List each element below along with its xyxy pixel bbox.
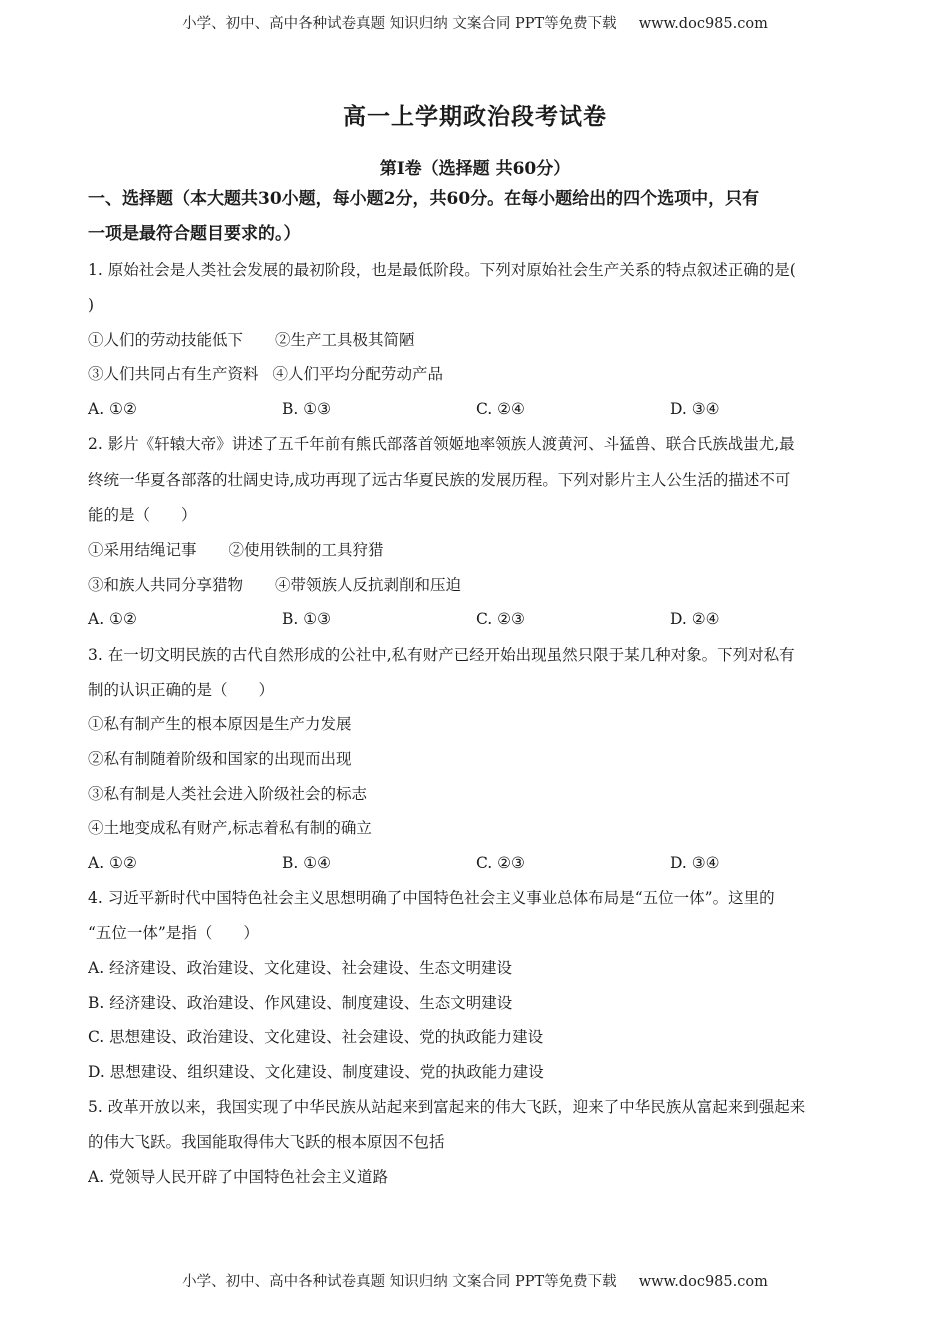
option-b[interactable]: B. ①③ xyxy=(282,610,332,629)
question-5-stem: 5. 改革开放以来，我国实现了中华民族从站起来到富起来的伟大飞跃，迎来了中华民族从富起来到强起来 xyxy=(88,1098,806,1117)
statement: ②使用铁制的工具狩猎 xyxy=(228,540,384,559)
option-b[interactable]: B. ①④ xyxy=(282,853,332,872)
section-heading-cont: 一项是最符合题目要求的。） xyxy=(88,224,301,244)
question-3-stem-cont: 制的认识正确的是（ ） xyxy=(88,680,275,699)
question-2-stem: 2. 影片《轩辕大帝》讲述了五千年前有熊氏部落首领姬地率领族人渡黄河、斗猛兽、联合氏族战蚩尤,最 xyxy=(88,435,795,454)
statement: ①私有制产生的根本原因是生产力发展 xyxy=(88,715,352,734)
question-1-options xyxy=(88,392,863,427)
question-2-statements-a xyxy=(88,533,863,568)
option-d[interactable]: D. 思想建设、组织建设、文化建设、制度建设、党的执政能力建设 xyxy=(88,1062,544,1081)
exam-subtitle: 第Ⅰ卷（选择题 共60分） xyxy=(379,159,571,179)
header-url[interactable]: www.doc985.com xyxy=(638,16,768,32)
question-5-stem-cont: 的伟大飞跃。我国能取得伟大飞跃的根本原因不包括 xyxy=(88,1133,445,1152)
option-b[interactable]: B. 经济建设、政治建设、作风建设、制度建设、生态文明建设 xyxy=(88,993,513,1012)
question-2-stem-end: 能的是（ ） xyxy=(88,506,197,525)
statement: ④土地变成私有财产,标志着私有制的确立 xyxy=(88,819,372,838)
exam-title: 高一上学期政治段考试卷 xyxy=(343,103,607,130)
option-a[interactable]: A. 党领导人民开辟了中国特色社会主义道路 xyxy=(88,1167,389,1186)
question-2-stem-cont: 终统一华夏各部落的壮阔史诗,成功再现了远古华夏民族的发展历程。下列对影片主人公生活的描述不可 xyxy=(88,471,791,490)
statement: ②私有制随着阶级和国家的出现而出现 xyxy=(88,749,352,768)
section-heading: 一、选择题（本大题共30小题，每小题2分，共60分。在每小题给出的四个选项中，只有 xyxy=(88,189,760,209)
question-3-stem: 3. 在一切文明民族的古代自然形成的公社中,私有财产已经开始出现虽然只限于某几种对象。下列对私有 xyxy=(88,645,795,664)
statement: ③和族人共同分享猎物 xyxy=(88,575,244,594)
question-1-stem: 1. 原始社会是人类社会发展的最初阶段，也是最低阶段。下列对原始社会生产关系的特点叙述正确的是( xyxy=(88,261,796,279)
option-d[interactable]: D. ③④ xyxy=(670,853,720,872)
statement: ②生产工具极其简陋 xyxy=(275,330,415,349)
question-3-options xyxy=(88,846,863,881)
statement: ③人们共同占有生产资料 xyxy=(88,365,259,384)
question-2-statements-b xyxy=(88,568,863,603)
question-4-stem-cont: “五位一体”是指（ ） xyxy=(88,924,259,943)
question-4-stem: 4. 习近平新时代中国特色社会主义思想明确了中国特色社会主义事业总体布局是“五位一体”。这里的 xyxy=(88,889,775,908)
question-1-statements-a xyxy=(88,323,863,358)
statement: ④人们平均分配劳动产品 xyxy=(272,365,444,384)
statement: ③私有制是人类社会进入阶级社会的标志 xyxy=(88,784,368,803)
page-footer xyxy=(0,1270,950,1291)
statement: ①采用结绳记事 xyxy=(88,540,197,559)
option-c[interactable]: C. 思想建设、政治建设、文化建设、社会建设、党的执政能力建设 xyxy=(88,1028,544,1047)
page-header xyxy=(0,12,950,33)
question-1-stem-cont: ) xyxy=(88,296,95,314)
option-d[interactable]: D. ②④ xyxy=(670,610,720,629)
footer-url[interactable]: www.doc985.com xyxy=(638,1274,768,1290)
option-b[interactable]: B. ①③ xyxy=(282,399,332,418)
statement: ④带领族人反抗剥削和压迫 xyxy=(275,575,462,594)
question-1-statements-b xyxy=(88,357,863,392)
option-a[interactable]: A. ①② xyxy=(88,610,137,629)
header-text: 小学、初中、高中各种试卷真题 知识归纳 文案合同 PPT等免费下载 xyxy=(182,16,617,32)
exam-content xyxy=(88,182,863,1194)
statement: ①人们的劳动技能低下 xyxy=(88,330,244,349)
option-c[interactable]: C. ②③ xyxy=(476,610,525,629)
option-a[interactable]: A. 经济建设、政治建设、文化建设、社会建设、生态文明建设 xyxy=(88,958,513,977)
option-a[interactable]: A. ①② xyxy=(88,853,137,872)
option-c[interactable]: C. ②④ xyxy=(476,399,525,418)
option-c[interactable]: C. ②③ xyxy=(476,853,525,872)
option-a[interactable]: A. ①② xyxy=(88,399,137,418)
question-2-options xyxy=(88,602,863,637)
footer-text: 小学、初中、高中各种试卷真题 知识归纳 文案合同 PPT等免费下载 xyxy=(182,1274,617,1290)
option-d[interactable]: D. ③④ xyxy=(670,399,720,418)
